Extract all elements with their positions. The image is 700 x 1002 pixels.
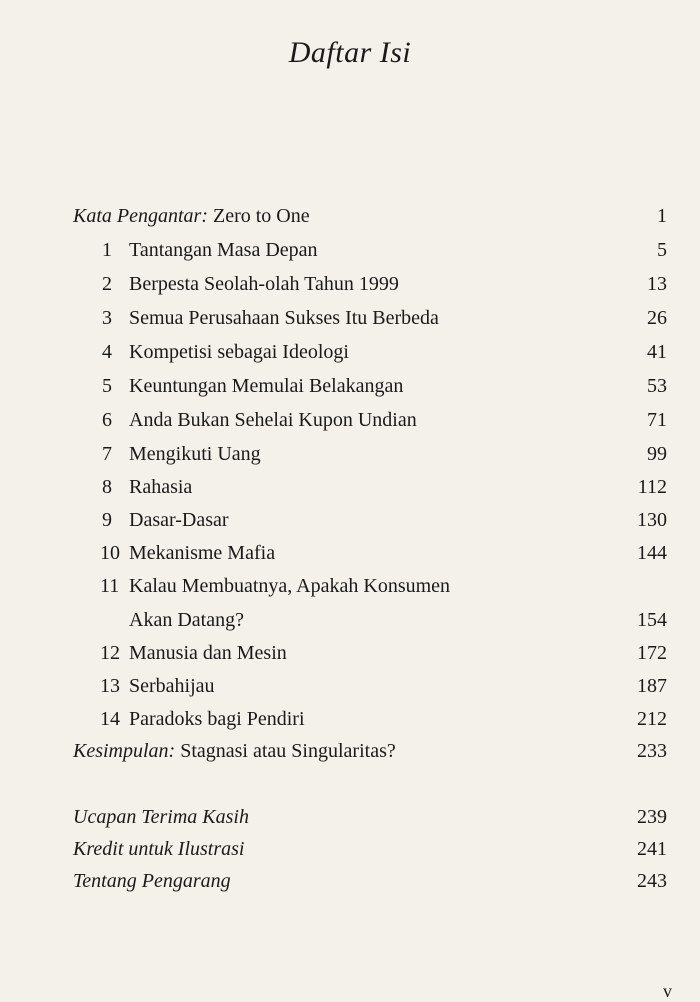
- page-title: Daftar Isi: [288, 36, 412, 69]
- chapter-number: 12: [100, 642, 120, 664]
- chapter-title: Anda Bukan Sehelai Kupon Undian: [129, 409, 417, 431]
- page-number: 130: [637, 509, 667, 531]
- page-number: 41: [647, 341, 667, 363]
- page-number: 99: [647, 443, 667, 465]
- chapter-number: 5: [102, 375, 112, 397]
- toc-entry-chapter[interactable]: [0, 638, 700, 668]
- chapter-number: 10: [100, 542, 120, 564]
- page-number: 13: [647, 273, 667, 295]
- toc-entry-chapter-continuation[interactable]: [0, 605, 700, 635]
- toc-entry-back-matter[interactable]: [0, 802, 700, 832]
- conclusion-label-group: [73, 736, 396, 766]
- chapter-title-continuation: Akan Datang?: [129, 609, 244, 631]
- chapter-number: 4: [102, 341, 112, 363]
- conclusion-label: Kesimpulan:: [73, 740, 176, 762]
- toc-entry-chapter[interactable]: [0, 235, 700, 265]
- intro-title: Zero to One: [213, 205, 310, 227]
- back-matter-title: Tentang Pengarang: [73, 870, 231, 892]
- chapter-number: 2: [102, 273, 112, 295]
- toc-entry-back-matter[interactable]: [0, 866, 700, 896]
- chapter-number: 14: [100, 708, 120, 730]
- toc-entry-chapter[interactable]: [0, 405, 700, 435]
- toc-entry-chapter[interactable]: [0, 337, 700, 367]
- chapter-title: Keuntungan Memulai Belakangan: [129, 375, 404, 397]
- chapter-number: 6: [102, 409, 112, 431]
- toc-entry-chapter[interactable]: [0, 303, 700, 333]
- page-number: 233: [637, 740, 667, 762]
- chapter-title: Rahasia: [129, 476, 193, 498]
- toc-entry-chapter[interactable]: [0, 269, 700, 299]
- toc-entry-back-matter[interactable]: [0, 834, 700, 864]
- chapter-title: Serbahijau: [129, 675, 215, 697]
- chapter-title: Berpesta Seolah-olah Tahun 1999: [129, 273, 399, 295]
- page-number: 1: [657, 205, 667, 227]
- chapter-number: 7: [102, 443, 112, 465]
- chapter-number: 8: [102, 476, 112, 498]
- page-number: 53: [647, 375, 667, 397]
- toc-entry-chapter[interactable]: [0, 671, 700, 701]
- chapter-number: 9: [102, 509, 112, 531]
- chapter-title: Mengikuti Uang: [129, 443, 261, 465]
- toc-entry-chapter[interactable]: [0, 571, 700, 601]
- page-number: 241: [637, 838, 667, 860]
- toc-entry-chapter[interactable]: [0, 472, 700, 502]
- chapter-number: 13: [100, 675, 120, 697]
- page-number: 71: [647, 409, 667, 431]
- chapter-title: Semua Perusahaan Sukses Itu Berbeda: [129, 307, 439, 329]
- intro-label-group: [73, 201, 310, 231]
- toc-entry-chapter[interactable]: [0, 538, 700, 568]
- page-number: 239: [637, 806, 667, 828]
- intro-label: Kata Pengantar:: [73, 205, 208, 227]
- page-number: 172: [637, 642, 667, 664]
- toc-entry-chapter[interactable]: [0, 371, 700, 401]
- toc-entry-conclusion[interactable]: [0, 736, 700, 766]
- chapter-number: 11: [100, 575, 120, 597]
- toc-entry-chapter[interactable]: [0, 505, 700, 535]
- page-number: 154: [637, 609, 667, 631]
- chapter-title: Kompetisi sebagai Ideologi: [129, 341, 349, 363]
- page-number: 144: [637, 542, 667, 564]
- back-matter-title: Kredit untuk Ilustrasi: [73, 838, 245, 860]
- page-number: 187: [637, 675, 667, 697]
- chapter-title: Paradoks bagi Pendiri: [129, 708, 305, 730]
- chapter-title: Mekanisme Mafia: [129, 542, 276, 564]
- back-matter-title: Ucapan Terima Kasih: [73, 806, 249, 828]
- page-number: 212: [637, 708, 667, 730]
- chapter-title: Tantangan Masa Depan: [129, 239, 318, 261]
- page-number: 243: [637, 870, 667, 892]
- toc-entry-chapter[interactable]: [0, 704, 700, 734]
- chapter-number: 1: [102, 239, 112, 261]
- toc-entry-chapter[interactable]: [0, 439, 700, 469]
- toc-entry-intro[interactable]: [0, 201, 700, 231]
- conclusion-title: Stagnasi atau Singularitas?: [180, 740, 396, 762]
- chapter-number: 3: [102, 307, 112, 329]
- page-number: 5: [657, 239, 667, 261]
- page-number: 26: [647, 307, 667, 329]
- page-number: 112: [637, 476, 667, 498]
- chapter-title: Manusia dan Mesin: [129, 642, 287, 664]
- chapter-title: Dasar-Dasar: [129, 509, 229, 531]
- chapter-title: Kalau Membuatnya, Apakah Konsumen: [129, 575, 451, 597]
- page-folio: v: [663, 981, 672, 1001]
